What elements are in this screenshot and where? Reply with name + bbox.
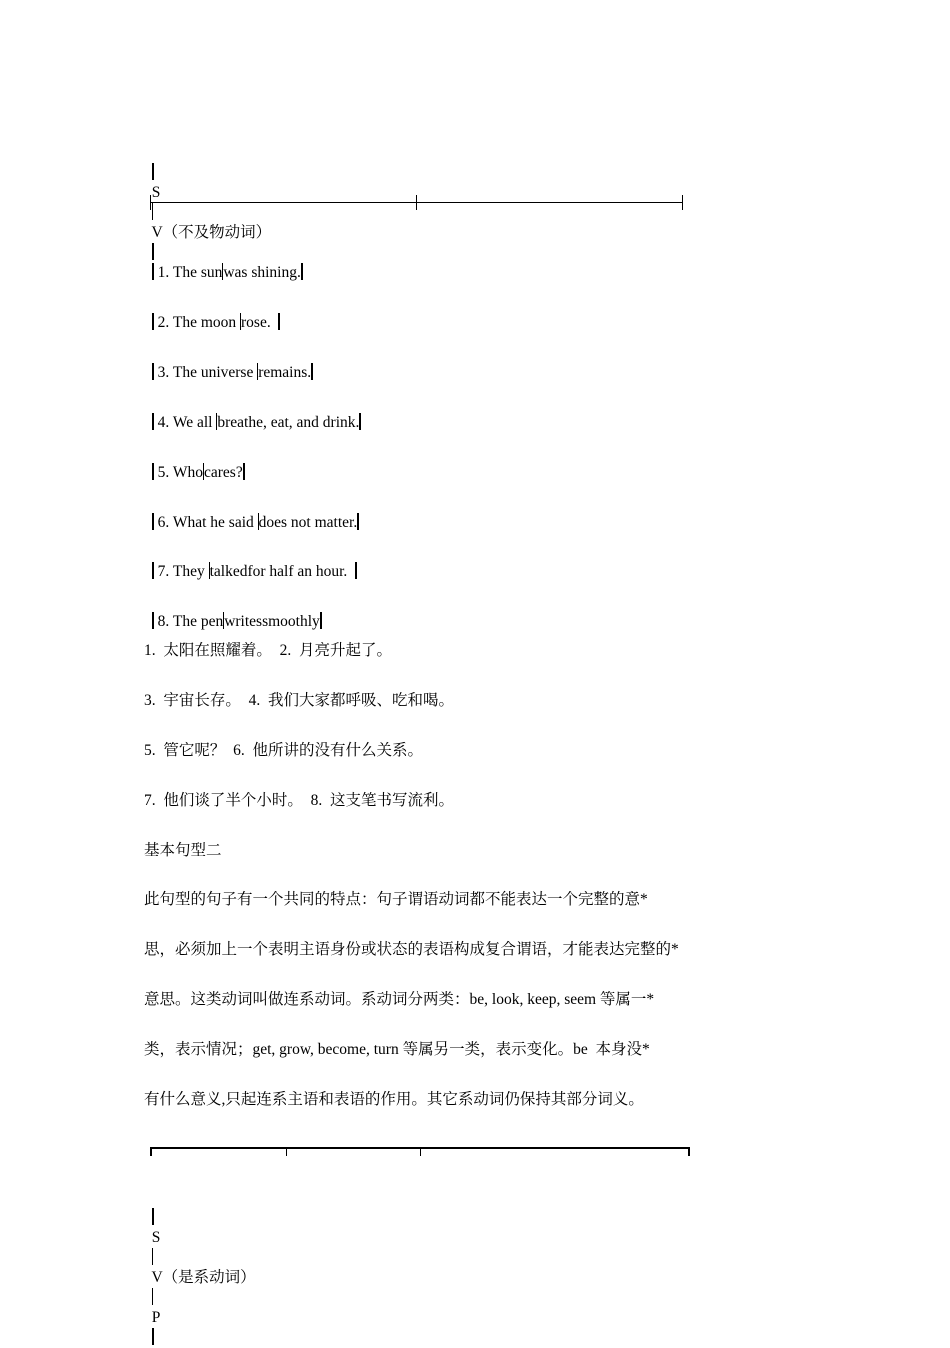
example-subject: 8. The pen: [157, 613, 224, 630]
example-predicate: does not matter.: [258, 514, 358, 531]
subject-label: S: [151, 1229, 161, 1246]
example-subject: 7. They: [157, 563, 209, 580]
example-subject: 3. The universe: [157, 364, 258, 381]
translation-line: 3. 宇宙长存。 4. 我们大家都呼吸、吃和喝。: [144, 692, 455, 709]
example-subject: 6. What he said: [157, 514, 258, 531]
table-border: [152, 1208, 154, 1225]
verb-label: V（不及物动词）: [151, 224, 272, 241]
example-row: [144, 542, 357, 582]
paragraph-line: 思，必须加上一个表明主语身份或状态的表语构成复合谓语，才能表达完整的*: [144, 941, 679, 958]
column-divider: [152, 1288, 153, 1305]
verb-label: V（是系动词）: [151, 1269, 256, 1286]
table-border: [359, 413, 361, 430]
example-subject: 1. The sun: [157, 264, 223, 281]
example-row: [144, 293, 280, 333]
table-border: [152, 163, 154, 180]
table-border: [152, 363, 154, 380]
predicative-label: P: [151, 1309, 161, 1326]
table-border: [152, 413, 154, 430]
translation-line: 5. 管它呢？ 6. 他所讲的没有什么关系。: [144, 742, 424, 759]
pattern-two-header: [144, 1188, 256, 1348]
table-border: [357, 513, 359, 530]
table-border: [152, 263, 154, 280]
example-row: [144, 493, 359, 533]
table-border: [243, 463, 245, 480]
table-divider-rule: [150, 192, 686, 214]
example-subject: 2. The moon: [157, 314, 240, 331]
example-predicate: remains.: [258, 364, 312, 381]
translation-line: 1. 太阳在照耀着。 2. 月亮升起了。: [144, 642, 393, 659]
table-top-rule: [150, 1145, 692, 1159]
example-predicate: talkedfor half an hour.: [209, 563, 356, 580]
example-subject: 5. Who: [157, 464, 203, 481]
example-row: [144, 343, 313, 383]
paragraph-line: 有什么意义,只起连系主语和表语的作用。其它系动词仍保持其部分词义。: [144, 1091, 644, 1108]
paragraph-line: 意思。这类动词叫做连系动词。系动词分两类：be, look, keep, seem 等属一*: [144, 991, 655, 1008]
example-subject: 4. We all: [157, 414, 217, 431]
example-row: [144, 592, 322, 632]
example-row: [144, 443, 245, 483]
example-row: [144, 243, 303, 283]
paragraph-line: 类，表示情况；get, grow, become, turn 等属另一类，表示变化。be 本身没*: [144, 1041, 650, 1058]
table-border: [152, 463, 154, 480]
table-border: [301, 263, 303, 280]
table-border: [311, 363, 313, 380]
table-border: [152, 562, 154, 579]
example-predicate: writessmoothly: [224, 613, 320, 630]
table-border: [320, 612, 322, 629]
column-divider: [152, 1248, 153, 1265]
translation-line: 7. 他们谈了半个小时。 8. 这支笔书写流利。: [144, 792, 455, 809]
paragraph-line: 此句型的句子有一个共同的特点：句子谓语动词都不能表达一个完整的意*: [144, 891, 648, 908]
table-border: [152, 612, 154, 629]
example-predicate: was shining.: [223, 264, 301, 281]
table-border: [152, 513, 154, 530]
subject-label: S: [151, 184, 161, 201]
table-border: [152, 313, 154, 330]
example-predicate: cares?: [203, 464, 243, 481]
example-row: [144, 393, 361, 433]
example-predicate: rose.: [241, 314, 279, 331]
section-title: 基本句型二: [144, 842, 222, 859]
table-border: [152, 1328, 154, 1345]
example-predicate: breathe, eat, and drink.: [217, 414, 360, 431]
table-border: [278, 313, 280, 330]
table-border: [355, 562, 357, 579]
